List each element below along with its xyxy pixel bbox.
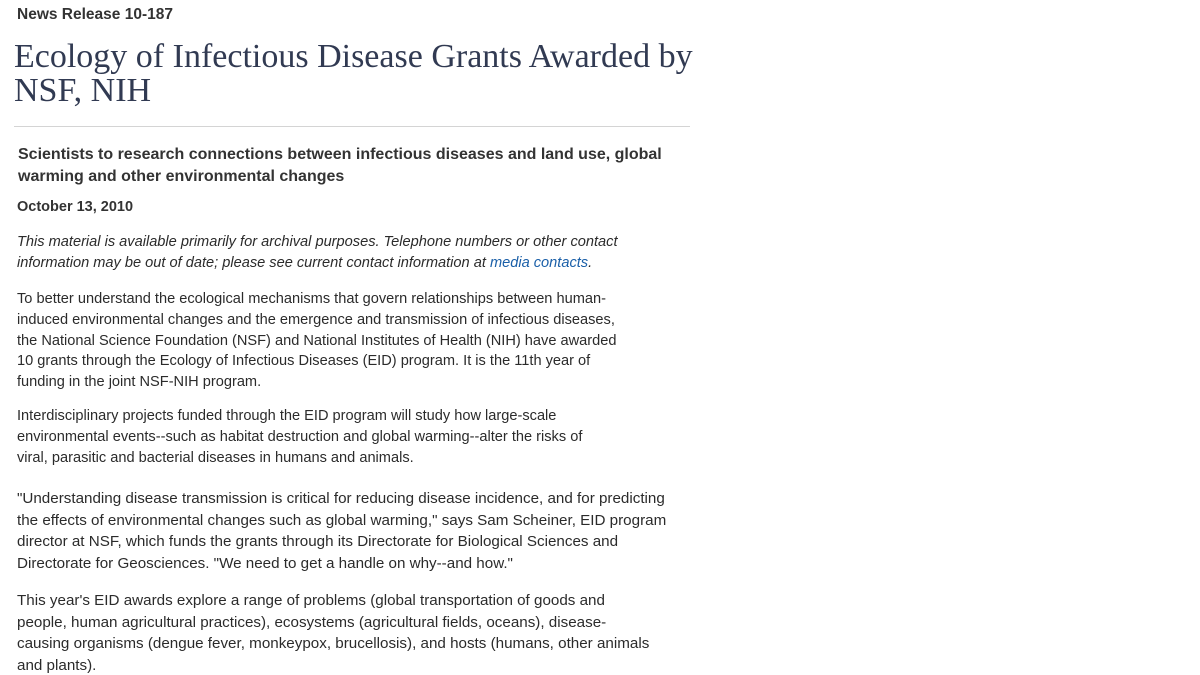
archival-note-end: . (588, 254, 593, 271)
body-paragraph-1: To better understand the ecological mechanisms that govern relationships between human-induced environmental changes and the emergence and transmission of infectious diseases, the National Science Foundation (NSF) and National Institutes of Health (NIH) have awarded 10 grants through the Ecology of Infectious Diseases (EID) program. It is the 11th year of funding in the joint NSF-NIH program. (17, 291, 617, 391)
body-paragraph-quote: "Understanding disease transmission is critical for reducing disease incidence, and for predicting the effects of environmental changes such as global warming," says Sam Scheiner, EID program director at NSF, which funds the grants through its Directorate for Biological Sciences and Directorate for Geosciences. "We need to get a handle on why--and how." (17, 490, 667, 572)
title-divider (14, 126, 690, 127)
release-date: October 13, 2010 (17, 199, 134, 215)
page-title: Ecology of Infectious Disease Grants Awarded by NSF, NIH (14, 38, 693, 109)
archival-note (17, 232, 637, 274)
body-paragraph-2: Interdisciplinary projects funded through the EID program will study how large-scale environmental events--such as habitat destruction and global warming--alter the risks of viral, parasitic and bacterial diseases in humans and animals. (17, 408, 583, 466)
body-paragraph-4: This year's EID awards explore a range of problems (global transportation of goods and people, human agricultural practices), ecosystems (agricultural fields, oceans), disease-causing organisms (dengue fever, monkeypox, brucellosis), and hosts (humans, other animals and plants). (17, 592, 650, 674)
release-number: News Release 10-187 (17, 6, 173, 23)
media-contacts-link[interactable]: media contacts (489, 254, 589, 271)
article-subtitle: Scientists to research connections between infectious diseases and land use, global warming and other environmental changes (18, 146, 662, 185)
archival-note-text: This material is available primarily for archival purposes. Telephone numbers or other contact information may be out of date; please see current contact information at (17, 234, 618, 271)
